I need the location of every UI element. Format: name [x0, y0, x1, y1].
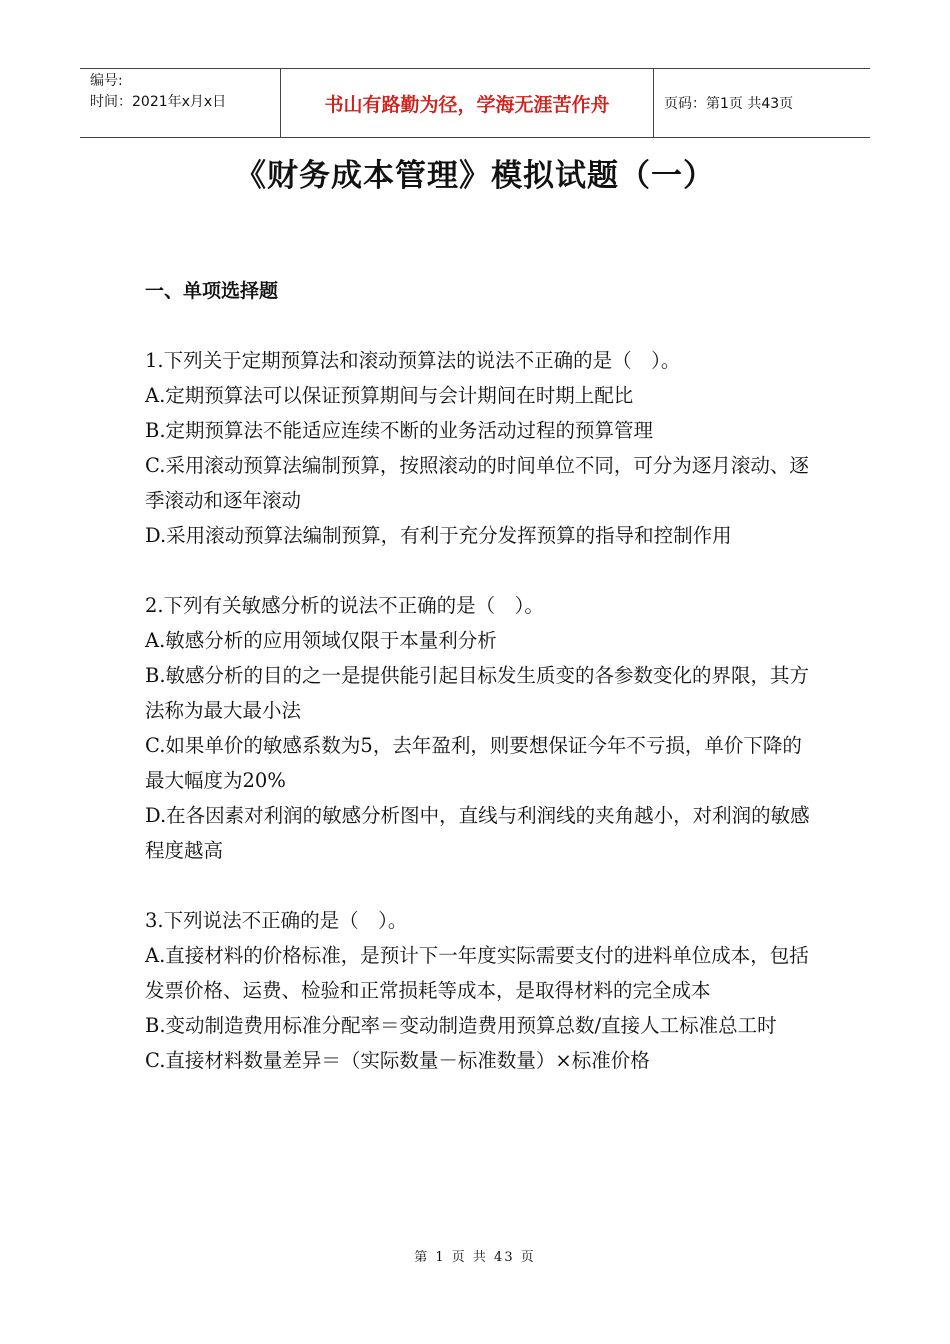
page-header — [80, 68, 870, 138]
option-b: B.定期预算法不能适应连续不断的业务活动过程的预算管理 — [145, 419, 654, 442]
option-c: C.采用滚动预算法编制预算，按照滚动的时间单位不同，可分为逐月滚动、逐季滚动和逐年滚动 — [145, 454, 809, 512]
option-d: D.在各因素对利润的敏感分析图中，直线与利润线的夹角越小，对利润的敏感程度越高 — [145, 804, 810, 862]
number-label: 编号: — [90, 73, 123, 89]
option-a: A.定期预算法可以保证预算期间与会计期间在时期上配比 — [145, 384, 634, 407]
motto: 书山有路勤为径，学海无涯苦作舟 — [324, 93, 610, 116]
option-b: B.敏感分析的目的之一是提供能引起目标发生质变的各参数变化的界限，其方法称为最大最小法 — [145, 664, 810, 722]
question-stem: 1.下列关于定期预算法和滚动预算法的说法不正确的是（ ）。 — [145, 349, 681, 372]
option-b: B.变动制造费用标准分配率＝变动制造费用预算总数/直接人工标准总工时 — [145, 1014, 777, 1037]
question-1 — [145, 343, 810, 553]
question-2 — [145, 588, 810, 868]
header-motto-cell — [281, 69, 654, 137]
question-stem: 3.下列说法不正确的是（ ）。 — [145, 909, 408, 932]
question-3 — [145, 903, 810, 1078]
option-c: C.直接材料数量差异＝（实际数量－标准数量）×标准价格 — [145, 1049, 650, 1072]
question-stem: 2.下列有关敏感分析的说法不正确的是（ ）。 — [145, 594, 544, 617]
header-page-cell — [654, 69, 870, 137]
page-footer: 第 1 页 共 43 页 — [414, 1250, 536, 1265]
option-c: C.如果单价的敏感系数为5，去年盈利，则要想保证今年不亏损，单价下降的最大幅度为20% — [145, 734, 802, 792]
option-d: D.采用滚动预算法编制预算，有利于充分发挥预算的指导和控制作用 — [145, 524, 732, 547]
time-label: 时间：2021年x月x日 — [90, 94, 227, 110]
document-title: 《财务成本管理》模拟试题（一） — [235, 158, 715, 194]
option-a: A.直接材料的价格标准，是预计下一年度实际需要支付的进料单位成本，包括发票价格、运费、检验和正常损耗等成本，是取得材料的完全成本 — [145, 944, 809, 1002]
question-list — [145, 343, 810, 1113]
section-heading: 一、单项选择题 — [145, 280, 279, 302]
page-info: 页码：第1页 共43页 — [664, 96, 794, 112]
option-a: A.敏感分析的应用领域仅限于本量利分析 — [145, 629, 497, 652]
header-meta — [80, 69, 281, 137]
